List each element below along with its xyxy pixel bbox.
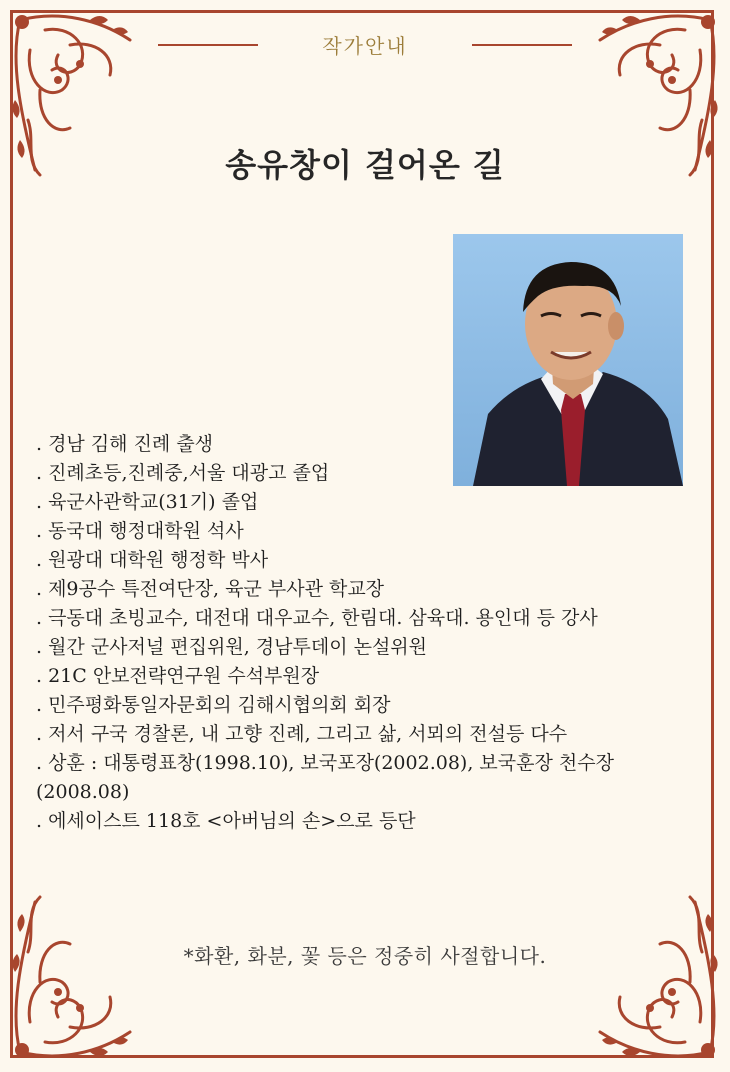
bio-item: . 21C 안보전략연구원 수석부원장 [36, 665, 320, 687]
bio-list [36, 430, 706, 836]
section-label: 작가안내 [322, 34, 408, 58]
page-title: 송유창이 걸어온 길 [225, 146, 505, 184]
bio-item: . 경남 김해 진례 출생 [36, 433, 214, 455]
bio-item: . 민주평화통일자문회의 김해시협의회 회장 [36, 694, 391, 716]
corner-ornament-icon [580, 882, 730, 1072]
bio-item: . 상훈 : 대통령표창(1998.10), 보국포장(2002.08), 보국훈장 천수장 (2008.08) [36, 752, 614, 803]
bio-item: . 에세이스트 118호 <아버님의 손>으로 등단 [36, 810, 416, 832]
bio-item: . 원광대 대학원 행정학 박사 [36, 549, 269, 571]
bio-item: . 진례초등,진례중,서울 대광고 졸업 [36, 462, 330, 484]
bio-item: . 동국대 행정대학원 석사 [36, 520, 244, 542]
header-divider-left [158, 44, 258, 46]
header-divider-right [472, 44, 572, 46]
notice-text: *화환, 화분, 꽃 등은 정중히 사절합니다. [183, 944, 547, 968]
bio-item: . 제9공수 특전여단장, 육군 부사관 학교장 [36, 578, 385, 600]
bio-item: . 월간 군사저널 편집위원, 경남투데이 논설위원 [36, 636, 428, 658]
bio-item: . 육군사관학교(31기) 졸업 [36, 491, 259, 513]
corner-ornament-icon [0, 882, 150, 1072]
bio-item: . 극동대 초빙교수, 대전대 대우교수, 한림대. 삼육대. 용인대 등 강사 [36, 607, 598, 629]
bio-item: . 저서 구국 경찰론, 내 고향 진례, 그리고 삶, 서뫼의 전설등 다수 [36, 723, 568, 745]
